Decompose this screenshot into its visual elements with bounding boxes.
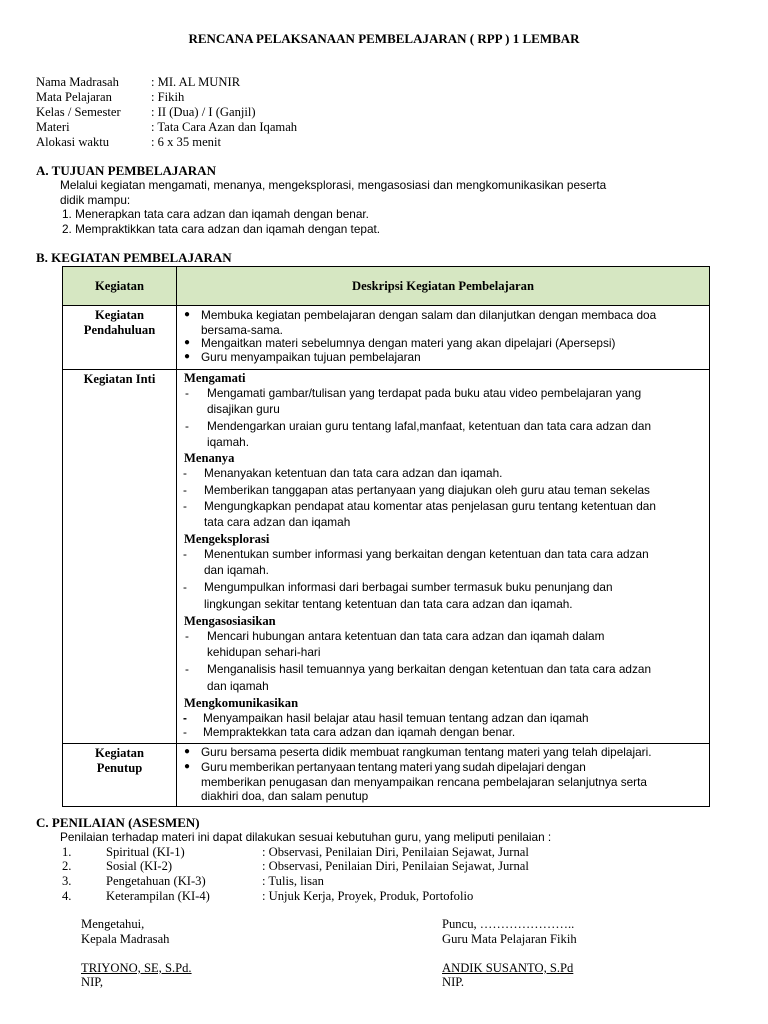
list-item: Membuka kegiatan pembelajaran dengan salam dan dilanjutkan dengan membaca doa: [201, 308, 657, 322]
bullet-icon: ●: [184, 337, 191, 348]
list-item: disajikan guru: [207, 402, 280, 416]
dash-marker: -: [183, 499, 187, 513]
closing-label-line: Kegiatan: [95, 746, 144, 760]
subheading-mengamati: Mengamati: [184, 371, 246, 385]
list-item: dan iqamah.: [204, 563, 269, 577]
identity-label: Materi: [36, 120, 70, 134]
dash-marker: -: [185, 629, 189, 643]
table-row: [63, 370, 710, 744]
dash-marker: -: [183, 483, 187, 497]
list-item: Mengungkapkan pendapat atau komentar atas penjelasan guru tentang ketentuan dan: [204, 499, 656, 513]
subheading-menanya: Menanya: [184, 451, 235, 465]
list-item: Menganalisis hasil temuannya yang berkaitan dengan ketentuan dan tata cara adzan: [207, 662, 652, 676]
signature-right-line: Guru Mata Pelajaran Fikih: [442, 932, 577, 946]
section-c-heading: C. PENILAIAN (ASESMEN): [36, 815, 200, 830]
section-a-heading: A. TUJUAN PEMBELAJARAN: [36, 163, 216, 178]
dash-marker: -: [185, 386, 189, 400]
signature-left-line: Kepala Madrasah: [81, 932, 170, 946]
list-item: Mengumpulkan informasi dari berbagai sumber termasuk buku penunjang dan: [204, 580, 613, 594]
core-description: [177, 370, 710, 744]
identity-label: Kelas / Semester: [36, 105, 121, 119]
intro-label-line: Kegiatan: [95, 308, 144, 322]
closing-description: [177, 744, 710, 807]
principal-name: TRIYONO, SE, S.Pd.: [81, 961, 192, 975]
section-c-intro: Penilaian terhadap materi ini dapat dilakukan sesuai kebutuhan guru, yang meliputi penilaian :: [60, 830, 552, 844]
activity-table: [62, 266, 710, 807]
list-item: Mendengarkan uraian guru tentang lafal,manfaat, ketentuan dan tata cara adzan dan: [207, 419, 652, 433]
table-row: [63, 744, 710, 807]
section-a-intro: didik mampu:: [60, 193, 131, 207]
dash-marker: -: [183, 580, 187, 594]
identity-label: Alokasi waktu: [36, 135, 110, 149]
list-item: Memberikan tanggapan atas pertanyaan yang diajukan oleh guru atau teman sekelas: [204, 483, 650, 497]
list-item: Mencari hubungan antara ketentuan dan tata cara adzan dan iqamah dalam: [207, 629, 605, 643]
assessment-name: Pengetahuan (KI-3): [106, 874, 206, 888]
identity-value: : Tata Cara Azan dan Iqamah: [151, 120, 298, 134]
identity-value: : 6 x 35 menit: [151, 135, 221, 149]
identity-label: Mata Pelajaran: [36, 90, 112, 104]
teacher-nip: NIP.: [442, 975, 465, 989]
assessment-value: : Tulis, lisan: [262, 874, 324, 888]
bullet-icon: ●: [184, 351, 191, 362]
assessment-num: 3.: [62, 874, 72, 888]
goal-item: 1. Menerapkan tata cara adzan dan iqamah dengan benar.: [62, 207, 369, 221]
signature-right-line: Puncu, …………………..: [442, 917, 575, 931]
assessment-value: : Observasi, Penilaian Diri, Penilaian Sejawat, Jurnal: [262, 859, 529, 873]
table-header-row: [63, 267, 710, 306]
list-item: Guru memberikan pertanyaan tentang materi yang sudah dipelajari dengan: [201, 760, 586, 774]
page-title: RENCANA PELAKSANAAN PEMBELAJARAN ( RPP ) 1 LEMBAR: [188, 31, 580, 46]
assessment-num: 4.: [62, 889, 72, 903]
list-item: Mengamati gambar/tulisan yang terdapat pada buku atau video pembelajaran yang: [207, 386, 642, 400]
goal-item: 2. Mempraktikkan tata cara adzan dan iqamah dengan tepat.: [62, 222, 381, 236]
subheading-mengasosiasikan: Mengasosiasikan: [184, 614, 276, 628]
header-activity: Kegiatan: [63, 267, 177, 306]
bullet-icon: ●: [184, 309, 191, 320]
header-description: Deskripsi Kegiatan Pembelajaran: [177, 267, 710, 306]
list-item: kehidupan sehari-hari: [207, 645, 321, 659]
assessment-name: Sosial (KI-2): [106, 859, 173, 873]
list-item: Mengaitkan materi sebelumnya dengan materi yang akan dipelajari (Apersepsi): [201, 336, 616, 350]
list-item: Guru menyampaikan tujuan pembelajaran: [201, 350, 421, 364]
dash-marker: -: [183, 466, 187, 480]
identity-value: : Fikih: [151, 90, 185, 104]
list-item: memberikan penugasan dan menyampaikan rencana pembelajaran selanjutnya serta: [201, 775, 647, 789]
closing-label-line: Penutup: [96, 761, 143, 775]
assessment-num: 2.: [62, 859, 72, 873]
list-item: Guru bersama peserta didik membuat rangkuman tentang materi yang telah dipelajari.: [201, 745, 652, 759]
list-item: diakhiri doa, dan salam penutup: [201, 789, 369, 803]
list-item: Menentukan sumber informasi yang berkaitan dengan ketentuan dan tata cara adzan: [204, 547, 649, 561]
intro-label-line: Pendahuluan: [83, 323, 156, 337]
assessment-value: : Observasi, Penilaian Diri, Penilaian Sejawat, Jurnal: [262, 845, 529, 859]
teacher-name: ANDIK SUSANTO, S.Pd: [442, 961, 574, 975]
bullet-icon: ●: [184, 746, 191, 757]
section-b-heading: B. KEGIATAN PEMBELAJARAN: [36, 250, 232, 265]
list-item: tata cara adzan dan iqamah: [204, 515, 351, 529]
identity-value: : MI. AL MUNIR: [151, 75, 241, 89]
list-item: Menanyakan ketentuan dan tata cara adzan dan iqamah.: [204, 466, 503, 480]
subheading-mengeksplorasi: Mengeksplorasi: [184, 532, 270, 546]
list-item: bersama-sama.: [201, 323, 283, 337]
section-a-intro: Melalui kegiatan mengamati, menanya, mengeksplorasi, mengasosiasi dan mengkomunikasikan peserta: [60, 178, 607, 192]
dash-marker: -: [185, 662, 189, 676]
list-item: lingkungan sekitar tentang ketentuan dan tata cara adzan dan iqamah.: [204, 597, 573, 611]
table-row: [63, 306, 710, 370]
assessment-name: Spiritual (KI-1): [106, 845, 185, 859]
assessment-value: : Unjuk Kerja, Proyek, Produk, Portofolio: [262, 889, 474, 903]
dash-marker: -: [183, 711, 187, 725]
dash-marker: -: [183, 725, 187, 739]
identity-label: Nama Madrasah: [36, 75, 119, 89]
signature-left-line: Mengetahui,: [81, 917, 145, 931]
list-item: dan iqamah: [207, 679, 269, 693]
assessment-num: 1.: [62, 845, 72, 859]
dash-marker: -: [183, 547, 187, 561]
intro-label: [63, 306, 177, 370]
closing-label: [63, 744, 177, 807]
list-item: Mempraktekkan tata cara adzan dan iqamah dengan benar.: [203, 725, 516, 739]
list-item: Menyampaikan hasil belajar atau hasil temuan tentang adzan dan iqamah: [203, 711, 589, 725]
principal-nip: NIP,: [81, 975, 104, 989]
assessment-name: Keterampilan (KI-4): [106, 889, 210, 903]
core-label: Kegiatan Inti: [63, 370, 177, 744]
dash-marker: -: [185, 419, 189, 433]
intro-description: [177, 306, 710, 370]
identity-value: : II (Dua) / I (Ganjil): [151, 105, 256, 119]
bullet-icon: ●: [184, 761, 191, 772]
list-item: iqamah.: [207, 435, 249, 449]
subheading-mengkomunikasikan: Mengkomunikasikan: [184, 696, 299, 710]
